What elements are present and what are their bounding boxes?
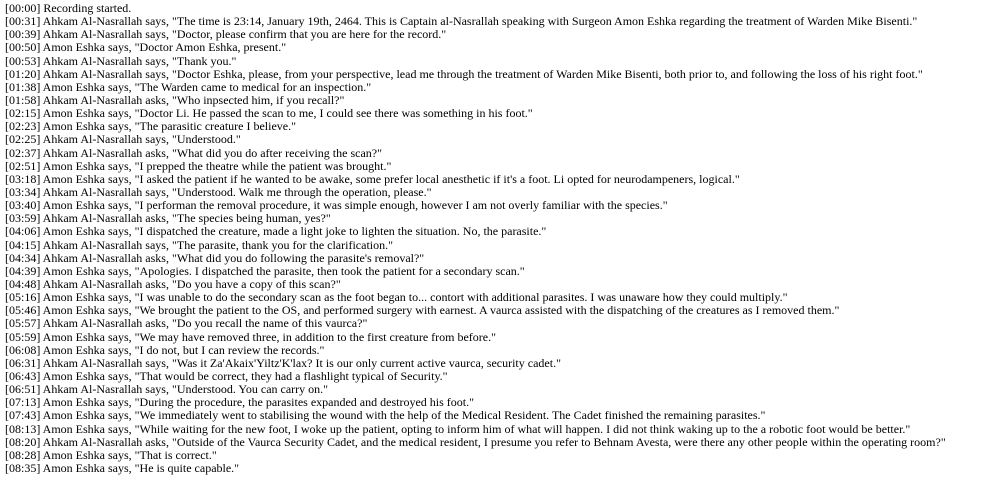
transcript-log bbox=[5, 2, 995, 488]
transcript-line: [06:31] Ahkam Al-Nasrallah says, "Was it Za'Akaix'Yiltz'K'lax? It is our only current active vaurca, security cadet." bbox=[5, 356, 561, 370]
transcript-line: [00:00] Recording started. bbox=[5, 2, 132, 15]
transcript-line: [04:39] Amon Eshka says, "Apologies. I dispatched the parasite, then took the patient for a secondary scan." bbox=[5, 264, 525, 278]
transcript-line: [00:31] Ahkam Al-Nasrallah says, "The time is 23:14, January 19th, 2464. This is Captain al-Nasrallah speaking with Surgeon Amon Eshka regarding the treatment of Warden Mike Bisenti." bbox=[5, 15, 918, 29]
transcript-line: [04:48] Ahkam Al-Nasrallah asks, "Do you have a copy of this scan?" bbox=[5, 277, 341, 291]
transcript-line bbox=[5, 475, 995, 488]
transcript-line: [05:59] Amon Eshka says, "We may have removed three, in addition to the first creature from before." bbox=[5, 330, 497, 344]
transcript-line: [02:25] Ahkam Al-Nasrallah says, "Understood." bbox=[5, 133, 241, 147]
transcript-line: [06:51] Ahkam Al-Nasrallah says, "Understood. You can carry on." bbox=[5, 383, 329, 397]
transcript-line: [05:57] Ahkam Al-Nasrallah asks, "Do you recall the name of this vaurca?" bbox=[5, 317, 368, 331]
transcript-line: [06:43] Amon Eshka says, "That would be correct, they had a flashlight typical of Security." bbox=[5, 369, 448, 383]
transcript-line: [05:46] Amon Eshka says, "We brought the patient to the OS, and performed surgery with earnest. A vaurca assisted with the dispatching of the creatures as I removed them." bbox=[5, 304, 840, 318]
transcript-line: [06:08] Amon Eshka says, "I do not, but I can review the records." bbox=[5, 343, 325, 357]
transcript-line: [03:59] Ahkam Al-Nasrallah asks, "The species being human, yes?" bbox=[5, 212, 331, 226]
transcript-line: [01:38] Amon Eshka says, "The Warden came to medical for an inspection." bbox=[5, 80, 372, 94]
transcript-line: [04:34] Ahkam Al-Nasrallah asks, "What did you do following the parasite's removal?" bbox=[5, 251, 425, 265]
transcript-line: [04:06] Amon Eshka says, "I dispatched the creature, made a light joke to lighten the situation. No, the parasite." bbox=[5, 225, 547, 239]
transcript-line: [02:37] Ahkam Al-Nasrallah asks, "What did you do after receiving the scan?" bbox=[5, 146, 383, 160]
transcript-line: [08:28] Amon Eshka says, "That is correct." bbox=[5, 448, 217, 462]
transcript-line: [02:51] Amon Eshka says, "I prepped the theatre while the patient was brought." bbox=[5, 159, 392, 173]
transcript-line: [08:13] Amon Eshka says, "While waiting for the new foot, I woke up the patient, opting to inform him of what will happen. I did not think waking up to the a robotic foot would be better." bbox=[5, 422, 911, 436]
transcript-line: [04:15] Ahkam Al-Nasrallah says, "The parasite, thank you for the clarification." bbox=[5, 238, 394, 252]
transcript-line: [05:16] Amon Eshka says, "I was unable to do the secondary scan as the foot began to... contort with additional parasites. I was unaware how they could multiply." bbox=[5, 291, 788, 305]
transcript-line: [00:39] Ahkam Al-Nasrallah says, "Doctor, please confirm that you are here for the record." bbox=[5, 28, 447, 42]
transcript-line: [08:20] Ahkam Al-Nasrallah asks, "Outside of the Vaurca Security Cadet, and the medical resident, I presume you refer to Behnam Avesta, were there any other people within the operating room?" bbox=[5, 435, 946, 449]
transcript-line: [02:15] Amon Eshka says, "Doctor Li. He passed the scan to me, I could see there was something in his foot." bbox=[5, 107, 533, 121]
transcript-line: [00:50] Amon Eshka says, "Doctor Amon Eshka, present." bbox=[5, 41, 287, 55]
transcript-line: [07:13] Amon Eshka says, "During the procedure, the parasites expanded and destroyed his foot." bbox=[5, 396, 475, 410]
transcript-line: [00:53] Ahkam Al-Nasrallah says, "Thank you." bbox=[5, 54, 237, 68]
transcript-line: [03:40] Amon Eshka says, "I performan the removal procedure, it was simple enough, however I am not overly familiar with the species." bbox=[5, 199, 668, 213]
transcript-line: [01:58] Ahkam Al-Nasrallah asks, "Who inpsected him, if you recall?" bbox=[5, 93, 345, 107]
transcript-line: [02:23] Amon Eshka says, "The parasitic creature I believe." bbox=[5, 120, 297, 134]
transcript-line: [08:35] Amon Eshka says, "He is quite capable." bbox=[5, 461, 240, 475]
transcript-line: [07:43] Amon Eshka says, "We immediately went to stabilising the wound with the help of the Medical Resident. The Cadet finished the remaining parasites." bbox=[5, 409, 766, 423]
transcript-line: [01:20] Ahkam Al-Nasrallah says, "Doctor Eshka, please, from your perspective, lead me through the treatment of Warden Mike Bisenti, both prior to, and following the loss of his right foot." bbox=[5, 67, 923, 81]
transcript-line: [03:34] Ahkam Al-Nasrallah says, "Understood. Walk me through the operation, please." bbox=[5, 185, 432, 199]
transcript-line: [03:18] Amon Eshka says, "I asked the patient if he wanted to be awake, some prefer local anesthetic if it's a foot. Li opted for neurodampeners, logical." bbox=[5, 172, 740, 186]
